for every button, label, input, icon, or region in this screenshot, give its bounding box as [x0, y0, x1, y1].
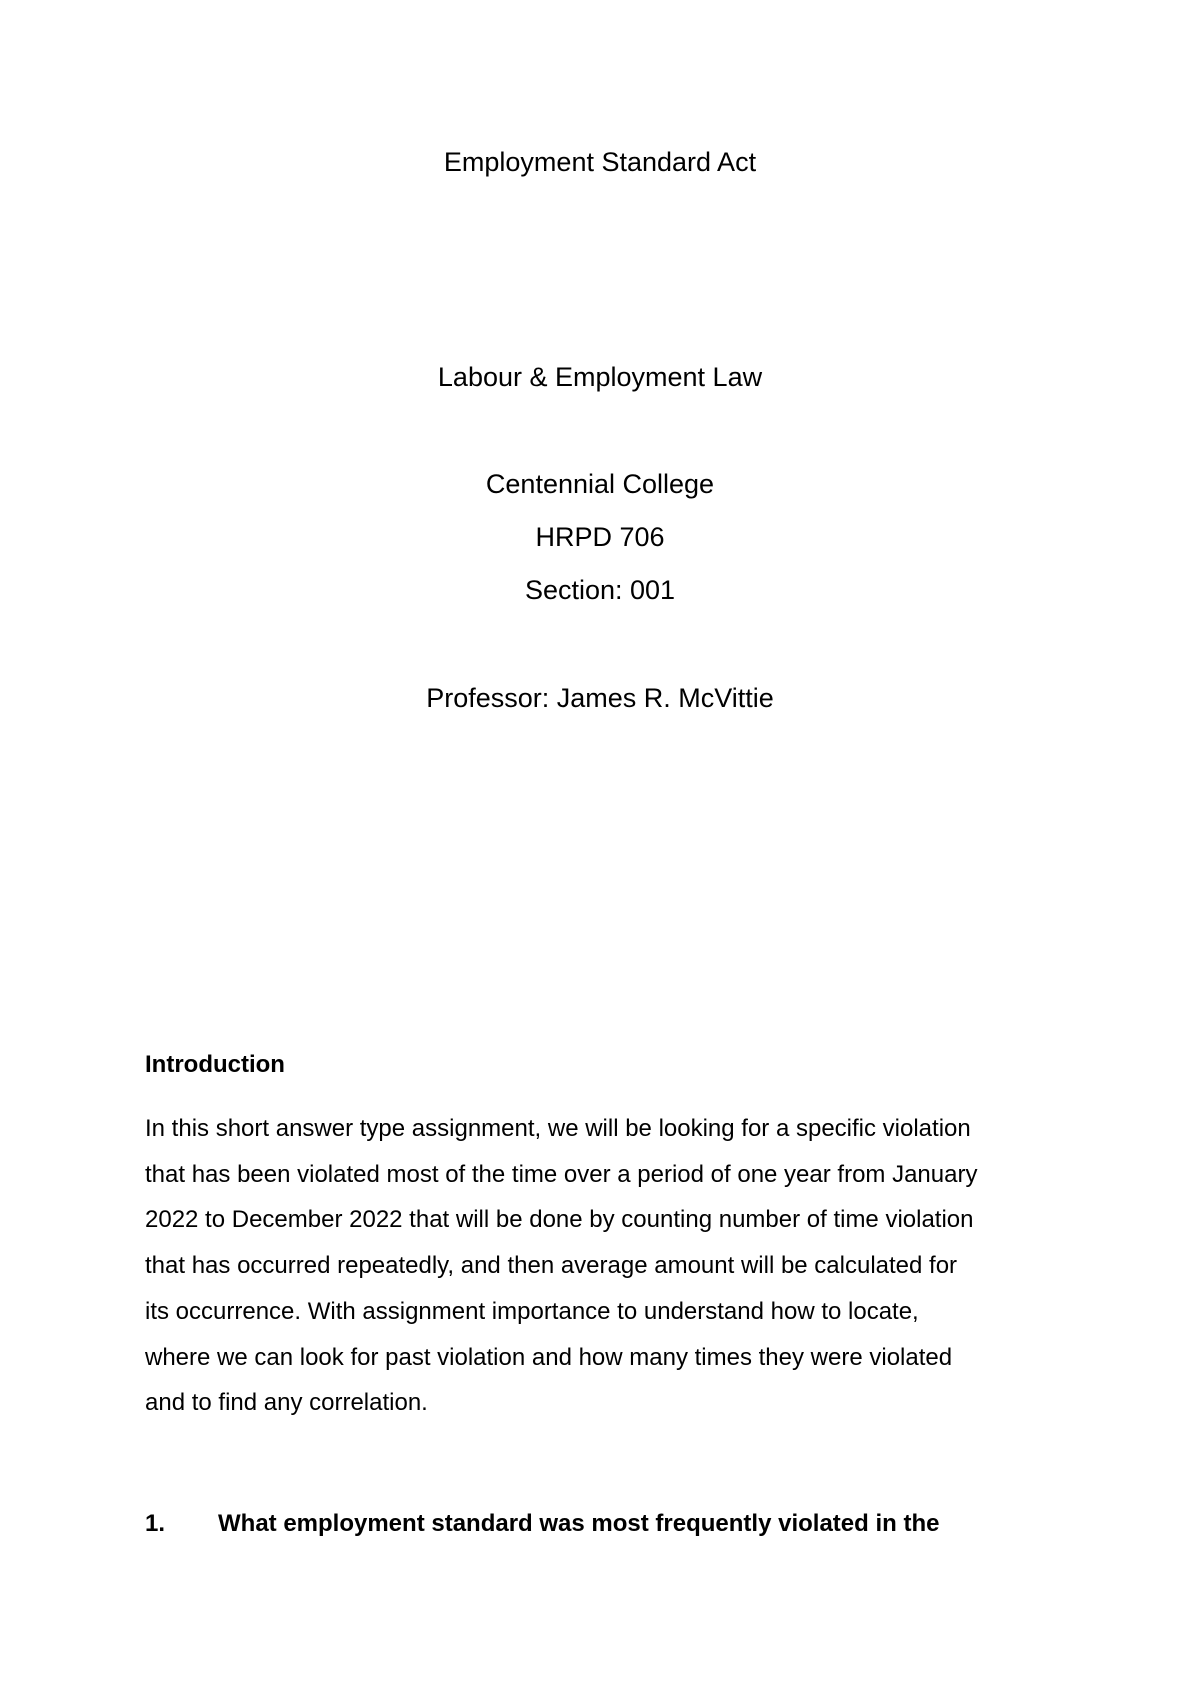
document-title: Employment Standard Act	[443, 147, 757, 177]
paragraph-line: In this short answer type assignment, we will be looking for a specific violation	[145, 1115, 971, 1142]
introduction-paragraph	[145, 1106, 1075, 1426]
question-text: What employment standard was most frequently violated in the	[218, 1510, 940, 1537]
institution-name: Centennial College	[485, 469, 715, 499]
question-1-heading	[145, 1509, 939, 1539]
paragraph-line: that has occurred repeatedly, and then average amount will be calculated for	[145, 1252, 958, 1280]
paragraph-line: its occurrence. With assignment importance to understand how to locate,	[145, 1297, 919, 1325]
paragraph-line: and to find any correlation.	[145, 1389, 428, 1417]
paragraph-line: 2022 to December 2022 that will be done by counting number of time violation	[145, 1206, 974, 1234]
introduction-heading: Introduction	[145, 1051, 285, 1078]
course-name: Labour & Employment Law	[437, 362, 763, 392]
course-code: HRPD 706	[535, 522, 665, 552]
professor-name: Professor: James R. McVittie	[426, 683, 774, 713]
question-number: 1.	[145, 1510, 166, 1537]
paragraph-line: that has been violated most of the time over a period of one year from January	[145, 1160, 978, 1188]
section-number: Section: 001	[524, 575, 676, 605]
paragraph-line: where we can look for past violation and how many times they were violated	[145, 1343, 953, 1371]
